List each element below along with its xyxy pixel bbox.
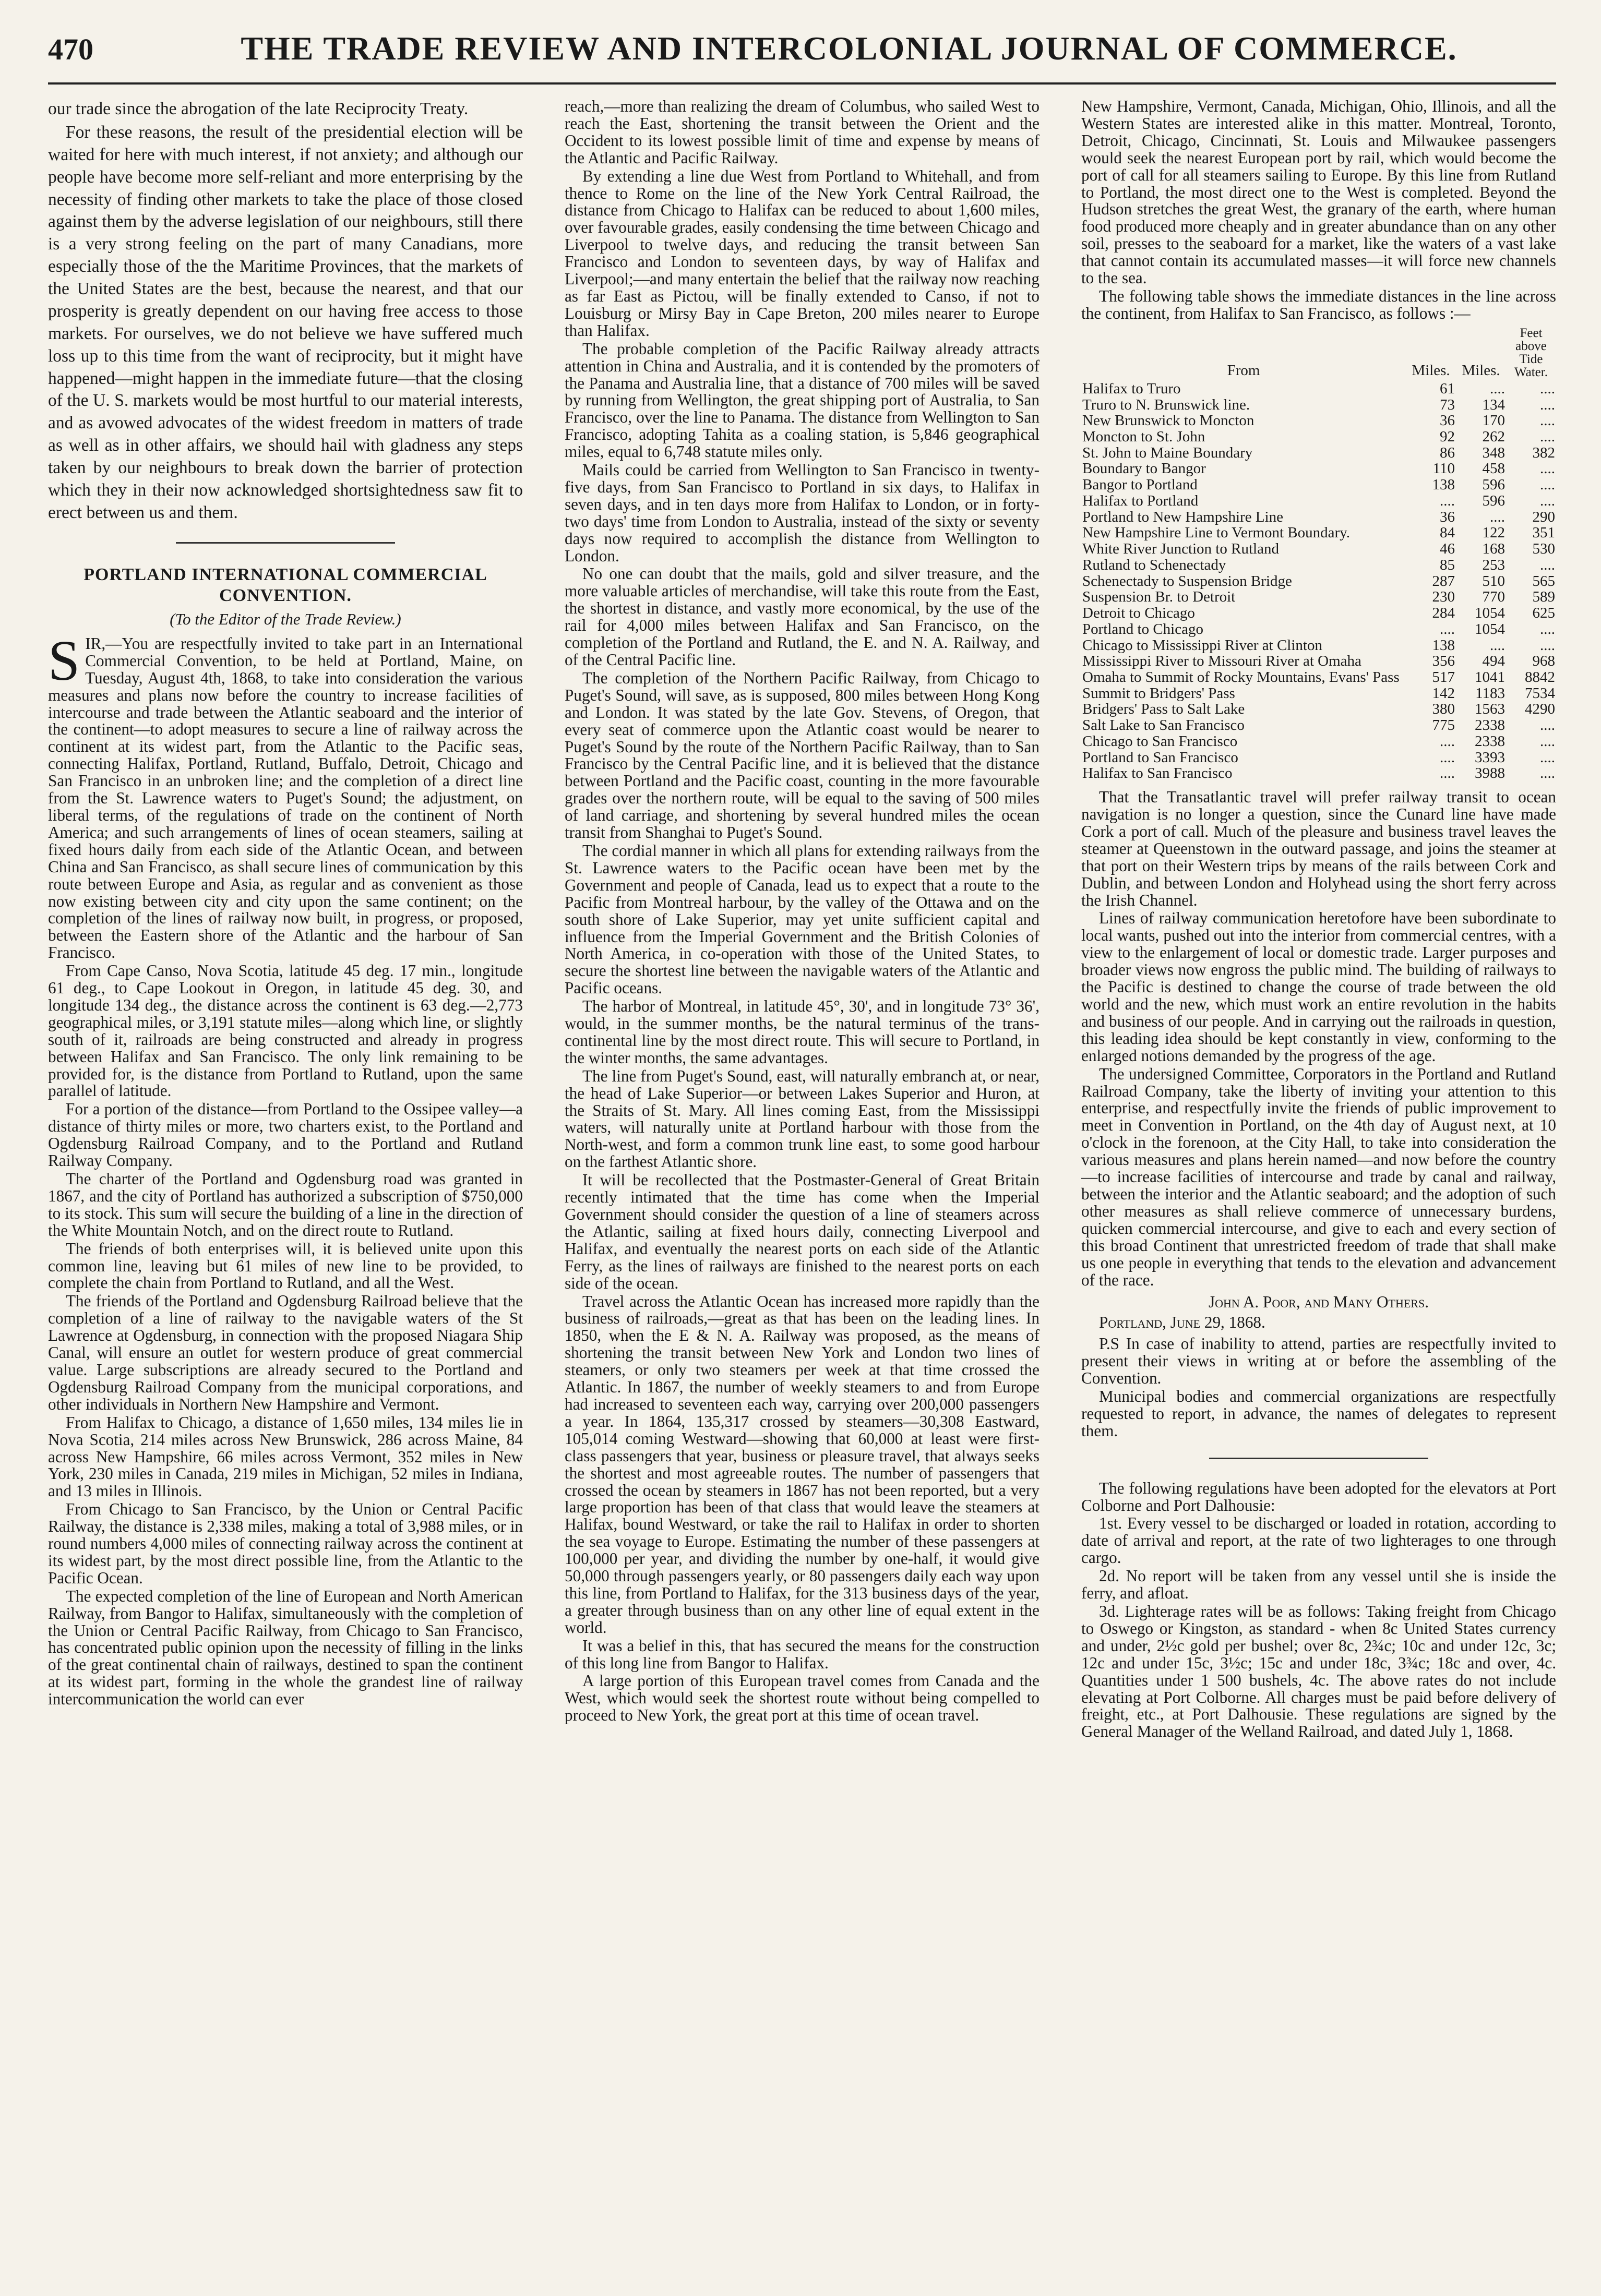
section-title: PORTLAND INTERNATIONAL COMMERCIAL CONVENTION. [83, 564, 487, 606]
table-cell-number: 356 [1432, 653, 1455, 670]
page-number: 470 [48, 32, 93, 66]
table-row [1081, 765, 1556, 782]
table-cell-number: 61 [1440, 380, 1455, 397]
paragraph: Lines of railway communication heretofore have been subordinate to local wants, pushed out into the interior from commercial centres, with a view to the enlargement of local or domestic trade. Larger purposes and broader views now engross the public mind. The building of railways to the Pacific is destined to change the course of trade between the old world and the new, which must work an entire revolution in the habits and business of our people. And in carrying out the railroads in question, this leading idea should be kept constantly in view, conforming to the enlarged notions demanded by the progress of the age. [1081, 909, 1556, 1065]
table-cell-number: 1183 [1475, 684, 1505, 702]
table-row [1081, 589, 1556, 605]
table-cell-number: .... [1540, 732, 1555, 750]
distance-table-body [1081, 381, 1556, 782]
table-cell-route: Boundary to Bangor [1082, 460, 1206, 477]
table-cell-number: .... [1540, 765, 1555, 782]
table-row [1081, 653, 1556, 669]
paragraph: The expected completion of the line of European and North American Railway, from Bangor to Halifax, simultaneously with the completion of the Union or Central Pacific Railway, from Chicago to San Francisco, has concentrated public opinion upon the necessity of filling in the links of the great continental chain of railways, destined to span the continent at its widest part, forming in the whole the grandest line of railway intercommunication the world can ever [48, 1586, 523, 1709]
table-cell-number: .... [1540, 476, 1555, 494]
table-row [1081, 717, 1556, 734]
table-cell-number: 92 [1440, 428, 1455, 445]
table-cell-number: 494 [1482, 653, 1505, 670]
table-cell-number: .... [1490, 508, 1505, 525]
table-row [1081, 686, 1556, 702]
paragraph: From Chicago to San Francisco, by the Union or Central Pacific Railway, the distance is 2,338 miles, making a total of 3,988 miles, or in round numbers 4,000 miles of connecting railway across the continent at its widest part, by the most direct possible line, from the Atlantic to the Pacific Ocean. [48, 1500, 523, 1587]
table-cell-route: St. John to Maine Boundary [1082, 444, 1253, 461]
table-cell-number: 1041 [1475, 669, 1505, 686]
table-row [1081, 429, 1556, 445]
table-cell-number: .... [1440, 492, 1455, 509]
table-cell-number: 351 [1532, 524, 1555, 542]
dateline: Portland, June 29, 1868. [1099, 1313, 1265, 1332]
table-cell-route: Rutland to Schenectady [1082, 556, 1226, 573]
table-cell-number: .... [1540, 380, 1555, 397]
table-row [1081, 413, 1556, 429]
table-cell-number: .... [1490, 380, 1505, 397]
table-row [1081, 509, 1556, 525]
table-cell-number: 2338 [1475, 717, 1505, 734]
table-cell-number: 596 [1482, 476, 1505, 494]
table-cell-number: .... [1540, 492, 1555, 509]
table-cell-number: 290 [1532, 508, 1555, 525]
table-cell-number: .... [1540, 717, 1555, 734]
paragraph: reach,—more than realizing the dream of Columbus, who sailed West to reach the East, shortening the transit between the Orient and the Occident to its lowest possible limit of time and expense by means of the Atlantic and Pacific Railway. [565, 98, 1040, 167]
table-cell-number: .... [1540, 460, 1555, 477]
table-cell-route: New Brunswick to Moncton [1082, 412, 1254, 429]
paragraph: The harbor of Montreal, in latitude 45°, 30', and in longitude 73° 36', would, in the summer months, be the natural terminus of the trans-continental line by the most direct route. This will secure to Portland, in the winter months, the same advantages. [565, 997, 1040, 1067]
table-row [1081, 525, 1556, 541]
paragraph: It will be recollected that the Postmaster-General of Great Britain recently intimated that the time has come when the Imperial Government should consider the question of a line of steamers across the Atlantic, sailing at fixed hours daily, connecting Liverpool and Halifax, and eventually the nearest ports on each side of the Atlantic Ferry, as the lines of railways are finished to the nearest ports on each side of the ocean. [565, 1171, 1040, 1292]
column-header-elevation: Feet above Tide Water. [1514, 326, 1548, 379]
table-cell-number: 84 [1440, 524, 1455, 542]
paragraph: 2d. No report will be taken from any vessel until she is inside the ferry, and afloat. [1081, 1567, 1556, 1603]
header-rule [48, 82, 1556, 85]
table-cell-number: .... [1540, 428, 1555, 445]
table-cell-route: Chicago to Mississippi River at Clinton [1082, 636, 1322, 654]
table-row [1081, 621, 1556, 638]
intro-article [48, 98, 523, 524]
table-row [1081, 461, 1556, 477]
table-cell-route: Halifax to San Francisco [1082, 765, 1233, 782]
paragraph: The line from Puget's Sound, east, will naturally embranch at, or near, the head of Lake Superior—or between Lakes Superior and Huron, at the Straits of St. Mary. All lines coming East, from the Mississippi waters, will naturally unite at Portland harbour with those from the North-west, and form a common trunk line east, to some good harbour on the farthest Atlantic shore. [565, 1066, 1040, 1171]
table-cell-route: Halifax to Truro [1082, 380, 1181, 397]
table-cell-number: 4290 [1525, 701, 1555, 718]
paragraph: The friends of the Portland and Ogdensburg Railroad believe that the completion of a line of railway to the navigable waters of the St Lawrence at Ogdensburg, in connection with the proposed Niagara Ship Canal, will ensure an outlet for western produce of great commercial value. Large subscriptions are already secured to the Portland and Ogdensburg Railroad Company from the municipal corporations, and other individuals in Northern New Hampshire and Vermont. [48, 1292, 523, 1413]
table-cell-number: 36 [1440, 508, 1455, 525]
table-cell-number: 170 [1482, 412, 1505, 429]
paragraph: The friends of both enterprises will, it is believed unite upon this common line, leaving but 61 miles of new line to be provided, to complete the chain from Portland to Rutland, and all the West. [48, 1239, 523, 1292]
table-row [1081, 397, 1556, 413]
table-cell-number: 2338 [1475, 732, 1505, 750]
table-cell-number: 348 [1482, 444, 1505, 461]
paragraph: The completion of the Northern Pacific Railway, from Chicago to Puget's Sound, will save, as is supposed, 800 miles between Hong Kong and London. It was stated by the late Gov. Stevens, of Oregon, that every seat of commerce upon the Atlantic coast would be nearer to Puget's Sound by the route of the Northern Pacific Railway, than to San Francisco by the Central Pacific line, and it is believed that the distance between Portland and the Pacific coast, counting in the more favourable grades over the northern route, will be equal to the saving of 500 miles of land carriage, and shortening by several hundred miles the ocean transit from Shanghai to Puget's Sound. [565, 668, 1040, 842]
column-header-from: From [1227, 362, 1260, 379]
paragraph: our trade since the abrogation of the late Reciprocity Treaty. [48, 99, 469, 118]
distance-table [1081, 327, 1556, 782]
table-cell-route: Salt Lake to San Francisco [1082, 717, 1245, 734]
convention-letter [48, 628, 523, 1709]
section-divider [176, 542, 395, 544]
table-cell-number: 110 [1432, 460, 1455, 477]
paragraph: Mails could be carried from Wellington to San Francisco in twenty-five days, from San Francisco to Portland in six days, to Halifax in seven days, and in ten days more from Halifax to London, or in forty-two days' time from London to Australia, instead of the sixty or seventy days now required to accomplish the distance from Wellington to London. [565, 461, 1040, 565]
table-cell-number: .... [1440, 749, 1455, 766]
table-cell-route: Truro to N. Brunswick line. [1082, 396, 1250, 413]
table-cell-number: 3988 [1475, 765, 1505, 782]
paragraph: For a portion of the distance—from Portland to the Ossipee valley—a distance of thirty miles or more, two charters exist, to the Portland and Ogdensburg Railroad Company, and to the Portland and Rutland Railway Company. [48, 1100, 523, 1170]
table-cell-number: .... [1540, 749, 1555, 766]
table-row [1081, 541, 1556, 557]
table-cell-number: 262 [1482, 428, 1505, 445]
table-cell-route: Schenectady to Suspension Bridge [1082, 572, 1292, 590]
paragraph: It was a belief in this, that has secured the means for the construction of this long line from Bangor to Halifax. [565, 1636, 1040, 1672]
table-cell-number: 36 [1440, 412, 1455, 429]
column-1 [48, 98, 523, 2263]
table-cell-number: 775 [1432, 717, 1455, 734]
table-cell-number: 253 [1482, 556, 1505, 573]
column-header-miles: Miles. [1412, 362, 1450, 379]
paragraph: The charter of the Portland and Ogdensburg road was granted in 1867, and the city of Portland has authorized a subscription of $750,000 to its stock. This sum will secure the building of a line in the direction of the White Mountain Notch, and on the direct route to Rutland. [48, 1170, 523, 1240]
table-row [1081, 445, 1556, 461]
table-cell-number: 565 [1532, 572, 1555, 590]
paragraph: 3d. Lighterage rates will be as follows: Taking freight from Chicago to Oswego or Kingston, as standard - when 8c United States currency and under, 2½c gold per bushel; over 8c, 2¾c; 10c and under 12c, 3c; 12c and under 15c, 3½c; 15c and under 18c, 3¾c; 18c and over, 4c. Quantities under 1 500 bushels, 4c. The above rates do not include elevating at Port Colborne. All charges must be paid before delivery of freight, etc., at Port Dalhousie. These regulations are signed by the General Manager of the Welland Railroad, and dated July 1, 1868. [1081, 1602, 1556, 1741]
table-cell-route: Summit to Bridgers' Pass [1082, 684, 1235, 702]
paragraph: For these reasons, the result of the presidential election will be waited for here with much interest, if not anxiety; and although our people have become more self-reliant and more enterprising by the necessity of finding other markets to take the place of those closed against them by the adverse legislation of our neighbours, still there is a very strong feeling on the part of many Canadians, more especially those of the the Maritime Provinces, that the markets of the United States are the best, because the nearest, and that our prosperity is greatly dependent on our having free access to those markets. For ourselves, we do not believe we have suffered much loss up to this time from the want of reciprocity, but it might have happened—might happen in the immediate future—that the closing of the U. S. markets would be most hurtful to our material interests, and as avowed advocates of the widest freedom in matters of trade as well as in other affairs, we should hail with gladness any steps taken by our neighbours to break down the barrier of protection which they in their now acknowledged shortsightedness saw fit to erect between us and them. [48, 122, 523, 522]
table-row [1081, 477, 1556, 493]
table-cell-number: 589 [1532, 588, 1555, 606]
table-cell-number: 596 [1482, 492, 1505, 509]
column-3 [1081, 98, 1556, 2263]
table-cell-route: White River Junction to Rutland [1082, 540, 1279, 558]
table-cell-route: Portland to San Francisco [1082, 749, 1238, 766]
table-cell-number: 8842 [1525, 669, 1555, 686]
table-cell-route: Moncton to St. John [1082, 428, 1205, 445]
table-cell-number: 284 [1432, 605, 1455, 622]
paragraph: A large portion of this European travel comes from Canada and the West, which would seek the shortest route without being compelled to proceed to New York, the great port at this time of ocean travel. [565, 1672, 1040, 1725]
table-row [1081, 493, 1556, 509]
table-cell-number: .... [1490, 636, 1505, 654]
table-cell-number: 86 [1440, 444, 1455, 461]
table-cell-number: 770 [1482, 588, 1505, 606]
table-cell-route: Bangor to Portland [1082, 476, 1198, 494]
paragraph: The cordial manner in which all plans for extending railways from the St. Lawrence waters to the Pacific ocean have been met by the Government and people of Canada, lead us to expect that a route to the Pacific from Montreal harbour, by the valley of the Ottawa and on the south shore of Lake Superior, may yet unite sufficient capital and influence from the Imperial Government and the British Colonies of North America, in co-operation with those of the United States, to secure the shortest line between the navigable waters of the Atlantic and Pacific oceans. [565, 841, 1040, 997]
column-2 [565, 98, 1040, 2263]
table-cell-number: 625 [1532, 605, 1555, 622]
table-cell-number: .... [1440, 765, 1455, 782]
table-row [1081, 605, 1556, 621]
table-cell-number: 46 [1440, 540, 1455, 558]
table-row [1081, 638, 1556, 654]
table-cell-route: Detroit to Chicago [1082, 605, 1195, 622]
paragraph: SIR,—You are respectfully invited to take part in an International Commercial Convention, to be held at Portland, Maine, on Tuesday, August 4th, 1868, to take into consideration the various measures and plans now before the country to increase facilities of intercourse and trade between the Atlantic seaboard and the interior of the continent—to adopt measures to secure a line of railway across the continent at its widest part, from the Atlantic to the Pacific seas, connecting Halifax, Portland, Rutland, Buffalo, Detroit, Chicago and San Francisco in an unbroken line; and the completion of a direct line from the St. Lawrence waters to Puget's Sound; the adjustment, on liberal terms, of the regulations of trade on the continent of North America; and such arrangements of lines of ocean steamers, sailing at fixed hours daily from each side of the Atlantic Ocean, and between China and San Francisco, as shall secure lines of communication by this route between Europe and Asia, as regular and as convenient as those now existing between city and city upon the same continent; on the completion of the lines of railway now built, in progress, or proposed, between the Eastern shore of the Atlantic and the harbour of San Francisco. [48, 628, 523, 962]
paragraph: Municipal bodies and commercial organizations are respectfully requested to report, in advance, the names of delegates to represent them. [1081, 1387, 1556, 1440]
page-header [48, 29, 1556, 81]
table-cell-number: 3393 [1475, 749, 1505, 766]
table-cell-number: .... [1440, 732, 1455, 750]
table-cell-number: 168 [1482, 540, 1505, 558]
table-cell-number: .... [1540, 412, 1555, 429]
table-cell-number: 7534 [1525, 684, 1555, 702]
table-cell-number: .... [1540, 636, 1555, 654]
table-row [1081, 557, 1556, 573]
table-cell-route: Portland to Chicago [1082, 620, 1203, 638]
paragraph: No one can doubt that the mails, gold and silver treasure, and the more valuable articles of merchandise, will take this route from the East, the shortest in distance, and vastly more economical, by the use of the rail for 4,000 miles between Halifax and San Francisco, on the completion of the Portland and Rutland, the E. and N. A. Railway, and of the Central Pacific line. [565, 564, 1040, 669]
table-cell-route: Mississippi River to Missouri River at Omaha [1082, 653, 1361, 670]
table-cell-number: 1054 [1475, 620, 1505, 638]
paragraph: Travel across the Atlantic Ocean has increased more rapidly than the business of railroads,—great as that has been on the leading lines. In 1850, when the E & N. A. Railway was proposed, as the means of shortening the transit between New York and London two lines of steamers, or only two steamers per week at that time crossed the Atlantic. In 1867, the number of weekly steamers to and from Europe had increased to seventeen each way, carrying over 200,000 passengers a year. In 1864, 135,317 crossed by steamers—30,308 Eastward, 105,014 coming Westward—showing that 60,000 at least were first-class passengers that year, business or pleasure travel, that always seeks the shortest and most agreeable routes. The number of passengers that crossed the ocean by steamers in 1867 has not been reported, but a very large proportion has been of that class that would leave the steamers at Halifax, bound Westward, or take the rail to Halifax in order to shorten the sea voyage to Europe. Estimating the number of these passengers at 100,000 per year, and dividing the number by one-half, it would give 50,000 through passengers yearly, or 80 passengers daily each way upon this line, from Portland to Halifax, for the 313 business days of the year, a greater through business than on any other line of equal extent in the world. [565, 1292, 1040, 1637]
section-divider [1209, 1458, 1428, 1459]
paragraph: New Hampshire, Vermont, Canada, Michigan, Ohio, Illinois, and all the Western States are interested alike in this matter. Montreal, Toronto, Detroit, Chicago, Cincinnati, St. Louis and Milwaukee passengers would seek the nearest European port by rail, which would become the port of call for all steamers sailing to Europe. By this line from Rutland to Portland, the most direct one to the West is completed. Beyond the Hudson stretches the great West, the granary of the earth, where human food produced more cheaply and in greater abundance than on any other soil, presses to the seaboard for a market, like the waters of a vast lake that cannot contain its accumulated masses—it will force new channels to the sea. [1081, 98, 1556, 287]
table-cell-number: 1563 [1475, 701, 1505, 718]
paragraph: The probable completion of the Pacific Railway already attracts attention in China and Australia, and it is contended by the promoters of the Panama and Australia line, that a distance of 700 miles will be saved by running from Wellington, the great shipping port of Australia, to San Francisco, over the line to Panama. The distance from Wellington to San Francisco, adopting Tahita as a coaling station, is 5,846 geographical miles, equal to 6,748 statute miles only. [565, 339, 1040, 461]
table-cell-route: Halifax to Portland [1082, 492, 1199, 509]
paragraph: From Halifax to Chicago, a distance of 1,650 miles, 134 miles lie in Nova Scotia, 214 miles across New Brunswick, 286 across Maine, 84 across New Hampshire, 66 miles across Vermont, 352 miles in New York, 230 miles in Canada, 219 miles in Michigan, 52 miles in Indiana, and 13 miles in Illinois. [48, 1413, 523, 1500]
table-cell-number: 230 [1432, 588, 1455, 606]
paragraph: By extending a line due West from Portland to Whitehall, and from thence to Rome on the line of the New York Central Railroad, the distance from Chicago to Halifax can be reduced to about 1,600 miles, over favourable grades, easily condensing the time between Chicago and Liverpool to twelve days, and reducing the transit between San Francisco and London to seventeen days, by way of Halifax and Liverpool;—and many entertain the belief that the railway now reaching as far East as Pictou, will be finally extended to Canso, if not to Louisburg or Mirsy Bay in Cape Breton, 200 miles nearer to Europe than Halifax. [565, 166, 1040, 340]
table-cell-number: 968 [1532, 653, 1555, 670]
table-row [1081, 701, 1556, 717]
table-cell-number: 85 [1440, 556, 1455, 573]
paragraph: P.S In case of inability to attend, parties are respectfully invited to present their views in writing at or before the assembling of the Convention. [1081, 1335, 1556, 1388]
table-row [1081, 381, 1556, 397]
table-cell-route: Bridgers' Pass to Salt Lake [1082, 701, 1245, 718]
table-cell-number: 122 [1482, 524, 1505, 542]
paragraph: The following table shows the immediate distances in the line across the continent, from Halifax to San Francisco, as follows :— [1081, 286, 1556, 322]
table-cell-number: 142 [1432, 684, 1455, 702]
table-cell-route: Omaha to Summit of Rocky Mountains, Evans' Pass [1082, 669, 1400, 686]
table-cell-route: Chicago to San Francisco [1082, 732, 1238, 750]
paragraph: From Cape Canso, Nova Scotia, latitude 45 deg. 17 min., longitude 61 deg., to Cape Lookout in Oregon, in latitude 45 deg. 30, and longitude 134 deg., the distance across the continent is 63 deg.—2,773 geographical miles, or 3,191 statute miles—along which line, or slightly south of it, railroads are being constructed and already in progress between Halifax and San Francisco. The only link remaining to be provided for, is the distance from Portland to Rutland, upon the same parallel of latitude. [48, 961, 523, 1100]
editor-line: (To the Editor of the Trade Review.) [170, 610, 401, 629]
table-header-row [1081, 327, 1556, 381]
table-cell-route: New Hampshire Line to Vermont Boundary. [1082, 524, 1351, 542]
drop-cap: S [48, 628, 80, 692]
table-cell-number: .... [1540, 396, 1555, 413]
paragraph: 1st. Every vessel to be discharged or loaded in rotation, according to date of arrival and report, at the rate of two lighterages to one through cargo. [1081, 1514, 1556, 1567]
table-cell-number: .... [1440, 620, 1455, 638]
table-row [1081, 573, 1556, 590]
table-cell-number: .... [1540, 556, 1555, 573]
table-cell-number: 138 [1432, 476, 1455, 494]
table-cell-number: 287 [1432, 572, 1455, 590]
table-cell-number: 530 [1532, 540, 1555, 558]
paragraph: The undersigned Committee, Corporators in the Portland and Rutland Railroad Company, take the liberty of inviting your attention to this enterprise, and respectfully invite the friends of public improvement to meet in Convention in Portland, on the 4th day of August next, at 10 o'clock in the forenoon, at the City Hall, to take into consideration the various measures and plans herein named—and now before the country—to increase facilities of intercourse and trade by canal and railway, between the interior and the Atlantic seaboard; and the adoption of such other measures as shall relieve commerce of unnecessary burdens, quicken commercial intercourse, and give to each and every section of this broad Continent that unrestricted freedom of trade that shall make us one people in everything that tends to the elevation and advancement of the race. [1081, 1064, 1556, 1289]
paragraph: The following regulations have been adopted for the elevators at Port Colborne and Port Dalhousie: [1081, 1478, 1556, 1514]
table-cell-number: 382 [1532, 444, 1555, 461]
table-cell-route: Suspension Br. to Detroit [1082, 588, 1236, 606]
table-cell-route: Portland to New Hampshire Line [1082, 508, 1283, 525]
table-cell-number: .... [1540, 620, 1555, 638]
table-row [1081, 750, 1556, 766]
paragraph: That the Transatlantic travel will prefer railway transit to ocean navigation is no longer a question, since the Cunard line have made Cork a port of call. Much of the pleasure and business travel leaves the steamer at Queenstown in the outward passage, and joins the steamer at that port on their Western trips by means of the rails between Cork and Dublin, and between London and Holyhead using the short ferry across the Irish Channel. [1081, 788, 1556, 909]
table-cell-number: 458 [1482, 460, 1505, 477]
table-row [1081, 734, 1556, 750]
table-cell-number: 517 [1432, 669, 1455, 686]
signature: John A. Poor, and Many Others. [1208, 1293, 1429, 1312]
table-cell-number: 134 [1482, 396, 1505, 413]
column-header-total-miles: Miles. [1462, 362, 1500, 379]
table-row [1081, 669, 1556, 686]
table-cell-number: 138 [1432, 636, 1455, 654]
table-cell-number: 1054 [1475, 605, 1505, 622]
table-cell-number: 380 [1432, 701, 1455, 718]
running-title: THE TRADE REVIEW AND INTERCOLONIAL JOURNAL OF COMMERCE. [241, 30, 1457, 67]
table-cell-number: 510 [1482, 572, 1505, 590]
table-cell-number: 73 [1440, 396, 1455, 413]
